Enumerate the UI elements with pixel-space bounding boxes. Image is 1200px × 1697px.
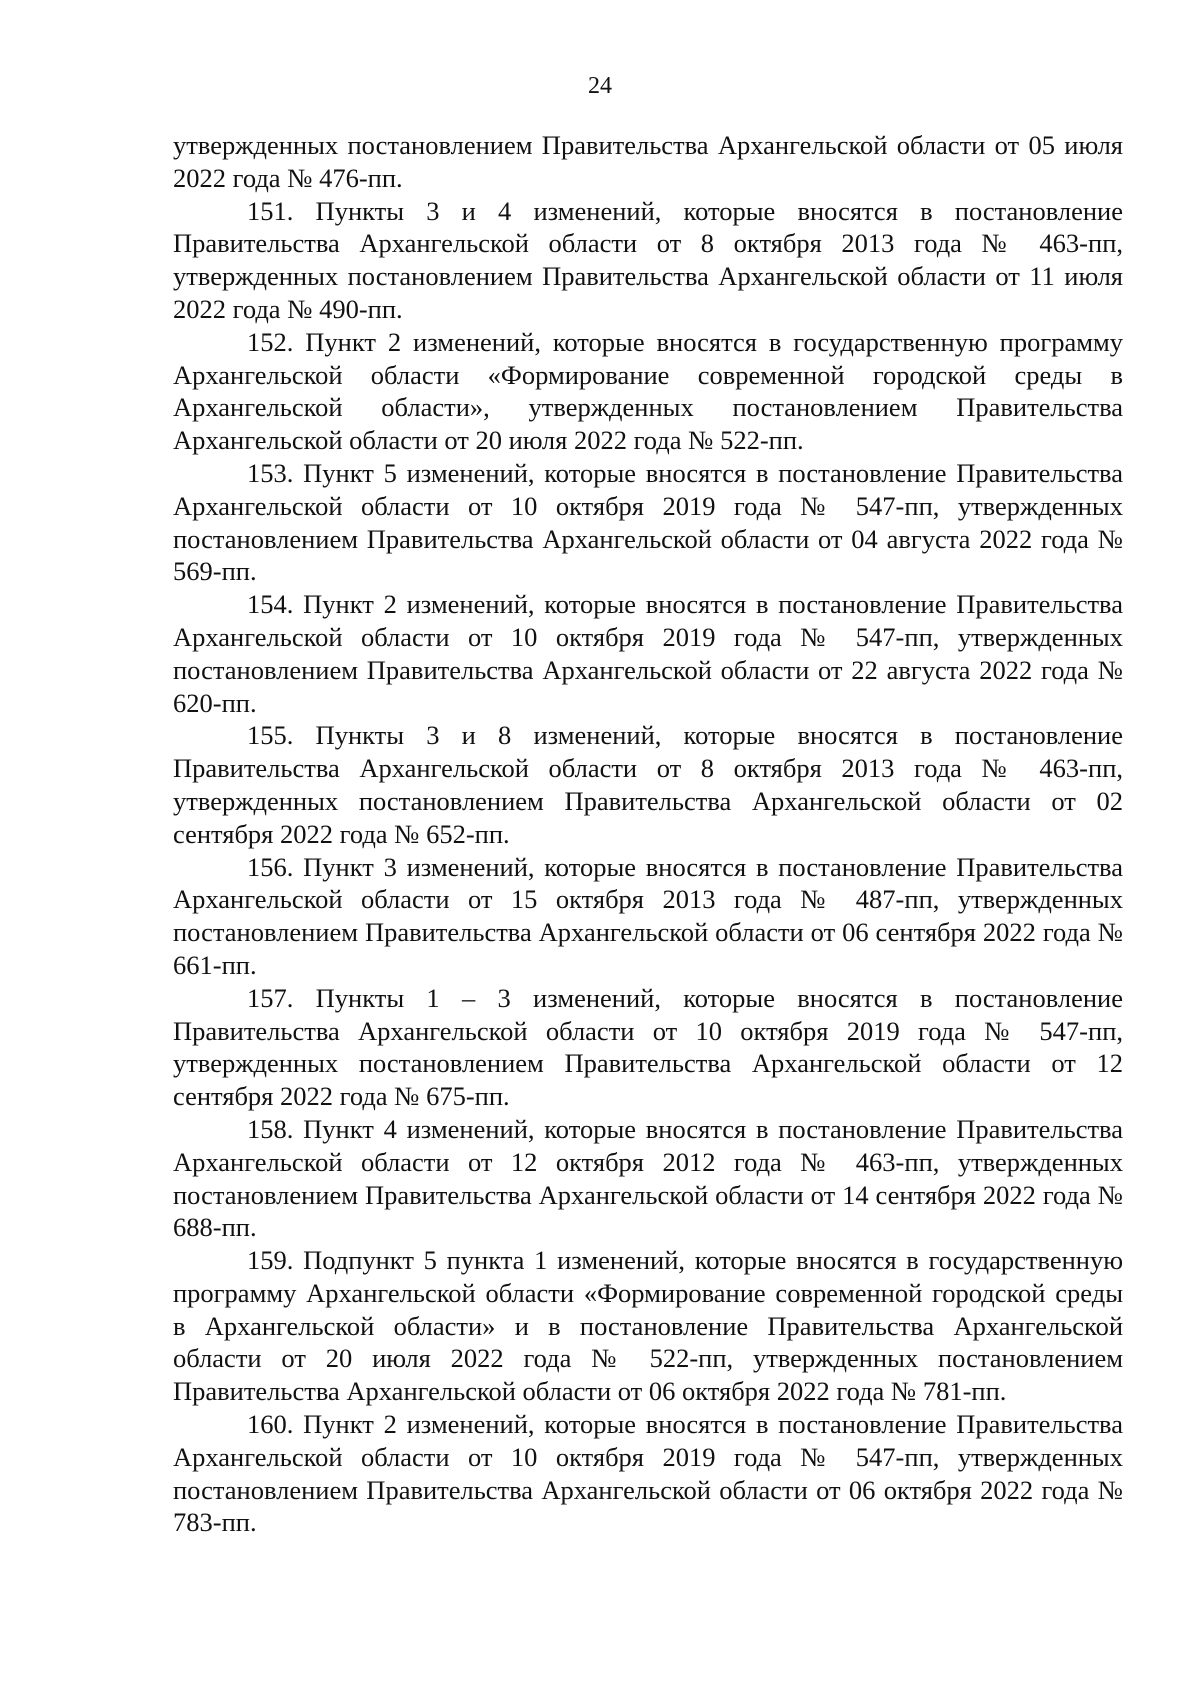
paragraph-158: 158. Пункт 4 изменений, которые вносятся в постановление Правительства Архангельской области от 12 октября 2012 года № 463-пп, утвержденных постановлением Правительства Архангельской области от 14 сентября 2022 года № 688-пп. [173,1113,1123,1243]
paragraph-157: 157. Пункты 1 – 3 изменений, которые вносятся в постановление Правительства Архангельской области от 10 октября 2019 года № 547-пп, утвержденных постановлением Правительства Архангельской области от 12 сентября 2022 года № 675-пп. [173,982,1123,1112]
paragraph-155: 155. Пункты 3 и 8 изменений, которые вносятся в постановление Правительства Архангельской области от 8 октября 2013 года № 463-пп, утвержденных постановлением Правительства Архангельской области от 02 сентября 2022 года № 652-пп. [173,720,1123,849]
paragraph-151: 151. Пункты 3 и 4 изменений, которые вносятся в постановление Правительства Архангельской области от 8 октября 2013 года № 463-пп, утвержденных постановлением Правительства Архангельской области от 11 июля 2022 года № 490-пп. [173,195,1123,324]
paragraph-160: 160. Пункт 2 изменений, которые вносятся в постановление Правительства Архангельской области от 10 октября 2019 года № 547-пп, утвержденных постановлением Правительства Архангельской области от 06 октября 2022 года № 783-пп. [173,1409,1123,1538]
paragraph-152: 152. Пункт 2 изменений, которые вносятся в государственную программу Архангельской области «Формирование современной городской среды в Архангельской области», утвержденных постановлением Правительства Архангельской области от 20 июля 2022 года № 522-пп. [173,326,1123,456]
paragraph-159: 159. Подпункт 5 пункта 1 изменений, которые вносятся в государственную программу Архангельской области «Формирование современной городской среды в Архангельской области» и в постановление Правительства Архангельской области от 20 июля 2022 года № 522-пп, утвержденных постановлением Правительства Архангельской области от 06 октября 2022 года № 781-пп. [173,1245,1123,1407]
paragraph-153: 153. Пункт 5 изменений, которые вносятся в постановление Правительства Архангельской области от 10 октября 2019 года № 547-пп, утвержденных постановлением Правительства Архангельской области от 04 августа 2022 года № 569-пп. [173,457,1123,587]
paragraph-154: 154. Пункт 2 изменений, которые вносятся в постановление Правительства Архангельской области от 10 октября 2019 года № 547-пп, утвержденных постановлением Правительства Архангельской области от 22 августа 2022 года № 620-пп. [173,589,1123,718]
document-body [173,129,1123,1539]
paragraph-continuation: утвержденных постановлением Правительства Архангельской области от 05 июля 2022 года № 476-пп. [173,130,1123,193]
paragraph-156: 156. Пункт 3 изменений, которые вносятся в постановление Правительства Архангельской области от 15 октября 2013 года № 487-пп, утвержденных постановлением Правительства Архангельской области от 06 сентября 2022 года № 661-пп. [173,851,1123,980]
page-number: 24 [588,73,612,99]
